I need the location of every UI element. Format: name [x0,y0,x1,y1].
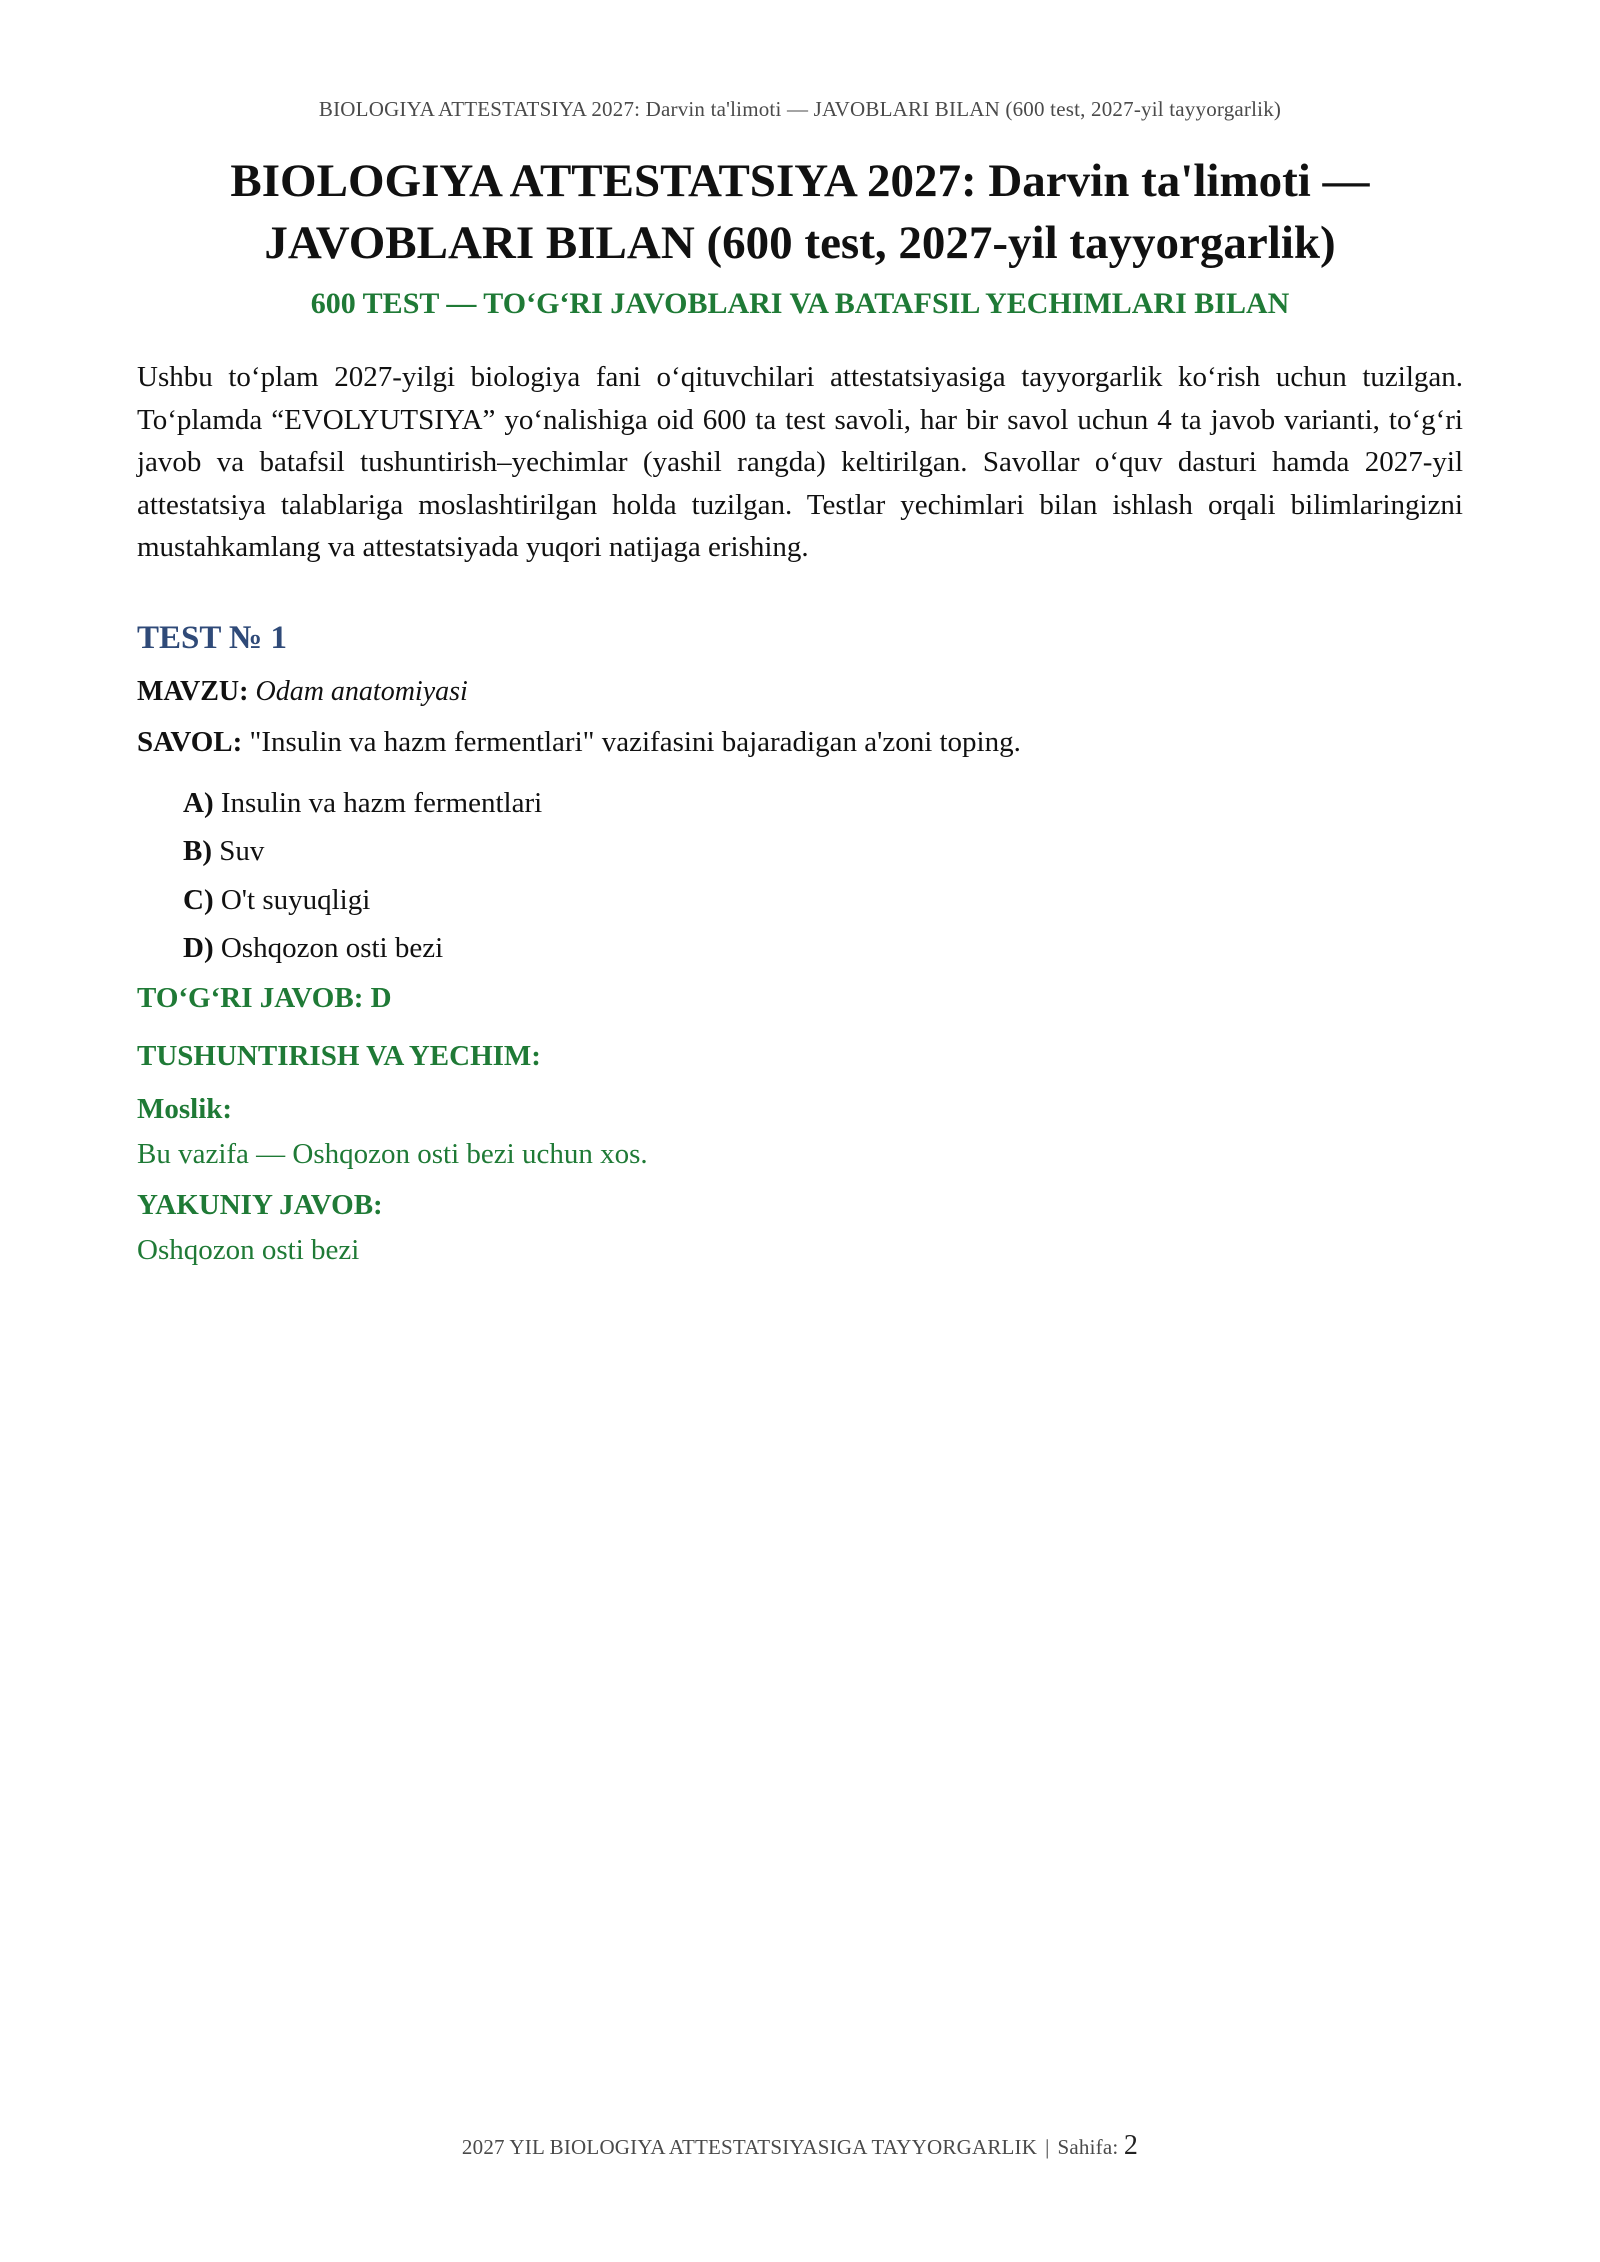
option-text: O't suyuqligi [220,883,371,916]
test-heading: TEST № 1 [137,619,287,656]
option-b [183,827,1463,876]
option-letter: A) [183,786,214,819]
option-d [183,924,1463,973]
question-text: "Insulin va hazm fermentlari" vazifasini bajaradigan a'zoni toping. [249,725,1021,758]
answer-options [183,779,1463,973]
document-title-line-2: JAVOBLARI BILAN (600 test, 2027-yil tayyorgarlik) [264,217,1336,269]
running-header: BIOLOGIYA ATTESTATSIYA 2027: Darvin ta'limoti — JAVOBLARI BILAN (600 test, 2027-yil tayyorgarlik) [318,97,1282,121]
final-answer-text: Oshqozon osti bezi [137,1233,360,1266]
option-letter: D) [183,932,214,964]
option-letter: C) [183,883,214,916]
document-title [137,150,1463,274]
footer-separator: | [1045,2135,1050,2159]
page-footer [0,2130,1600,2162]
match-heading: Moslik: [137,1092,233,1125]
correct-answer: TO‘G‘RI JAVOB: D [137,981,392,1014]
document-subtitle: 600 TEST — TO‘G‘RI JAVOBLARI VA BATAFSIL YECHIMLARI BILAN [310,287,1290,320]
footer-text: 2027 YIL BIOLOGIYA ATTESTATSIYASIGA TAYYORGARLIK [461,2135,1038,2159]
option-c [183,876,1463,925]
option-a [183,779,1463,828]
page-number: 2 [1123,2130,1139,2161]
final-answer-heading: YAKUNIY JAVOB: [137,1188,383,1221]
option-letter: B) [183,835,212,867]
explanation-heading: TUSHUNTIRISH VA YECHIM: [137,1039,541,1072]
question-line [137,721,1463,763]
option-text: Insulin va hazm fermentlari [220,786,543,819]
topic-label: MAVZU: [137,675,249,707]
match-text: Bu vazifa — Oshqozon osti bezi uchun xos. [137,1137,648,1170]
option-text: Oshqozon osti bezi [220,932,444,964]
intro-paragraph: Ushbu to‘plam 2027-yilgi biologiya fani o‘qituvchilari attestatsiyasiga tayyorgarlik ko‘rish uchun tuzilgan. To‘plamda “EVOLYUTSIYA” yo‘nalishiga oid 600 ta test savoli, har bir savol uchun 4 ta javob varianti, to‘g‘ri javob va batafsil tushuntirish–yechimlar (yashil rangda) keltirilgan. Savollar o‘quv dasturi hamda 2027-yil attestatsiya talablariga moslashtirilgan holda tuzilgan. Testlar yechimlari bilan ishlash orqali bilimlaringizni mustahkamlang va attestatsiyada yuqori natijaga erishing. [137,361,1463,563]
page-content [137,150,1463,1271]
topic-value: Odam anatomiyasi [255,675,468,707]
topic-line [137,673,1463,711]
page-label: Sahifa: [1057,2135,1119,2159]
document-title-line-1: BIOLOGIYA ATTESTATSIYA 2027: Darvin ta'limoti — [230,155,1370,207]
question-label: SAVOL: [137,725,243,758]
option-text: Suv [219,835,265,867]
